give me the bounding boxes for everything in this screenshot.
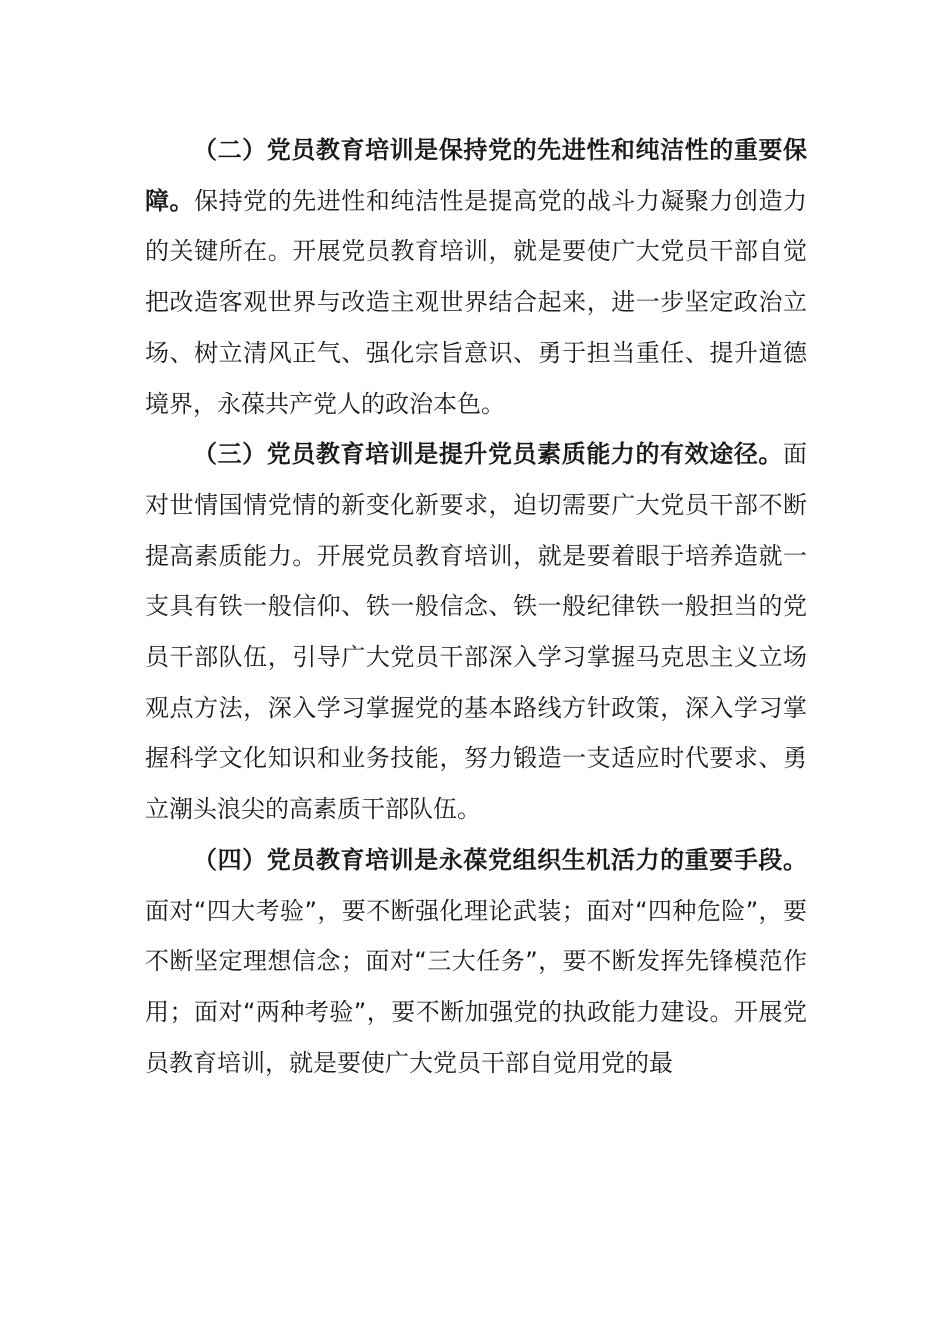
- paragraph-text: 面对“四大考验”，要不断强化理论武装；面对“四种危险”，要不断坚定理想信念；面对“三大任务”，要不断发挥先锋模范作用；面对“两种考验”，要不断加强党的执政能力建设。开展党员教育培训，就是要使广大党员干部自觉用党的最: [145, 896, 807, 1077]
- paragraph-heading: （二）党员教育培训是保持党的先进性和纯洁性的重要保障。: [145, 136, 807, 215]
- paragraph-heading: （四）党员教育培训是永葆党组织生机活力的重要手段。: [193, 845, 807, 874]
- paragraph-text: 面对世情国情党情的新变化新要求，迫切需要广大党员干部不断提高素质能力。开展党员教育培训，就是要着眼于培养造就一支具有铁一般信仰、铁一般信念、铁一般纪律铁一般担当的党员干部队伍，引导广大党员干部深入学习掌握马克思主义立场观点方法，深入学习掌握党的基本路线方针政策，深入学习掌握科学文化知识和业务技能，努力锻造一支适应时代要求、勇立潮头浪尖的高素质干部队伍。: [145, 440, 807, 824]
- paragraph-heading: （三）党员教育培训是提升党员素质能力的有效途径。: [193, 440, 783, 469]
- paragraph-text: 保持党的先进性和纯洁性是提高党的战斗力凝聚力创造力的关键所在。开展党员教育培训，就是要使广大党员干部自觉把改造客观世界与改造主观世界结合起来，进一步坚定政治立场、树立清风正气、强化宗旨意识、勇于担当重任、提升道德境界，永葆共产党人的政治本色。: [145, 186, 807, 418]
- document-body: [145, 125, 807, 1088]
- paragraph-4: [145, 835, 807, 1089]
- paragraph-2: [145, 125, 807, 429]
- paragraph-3: [145, 429, 807, 835]
